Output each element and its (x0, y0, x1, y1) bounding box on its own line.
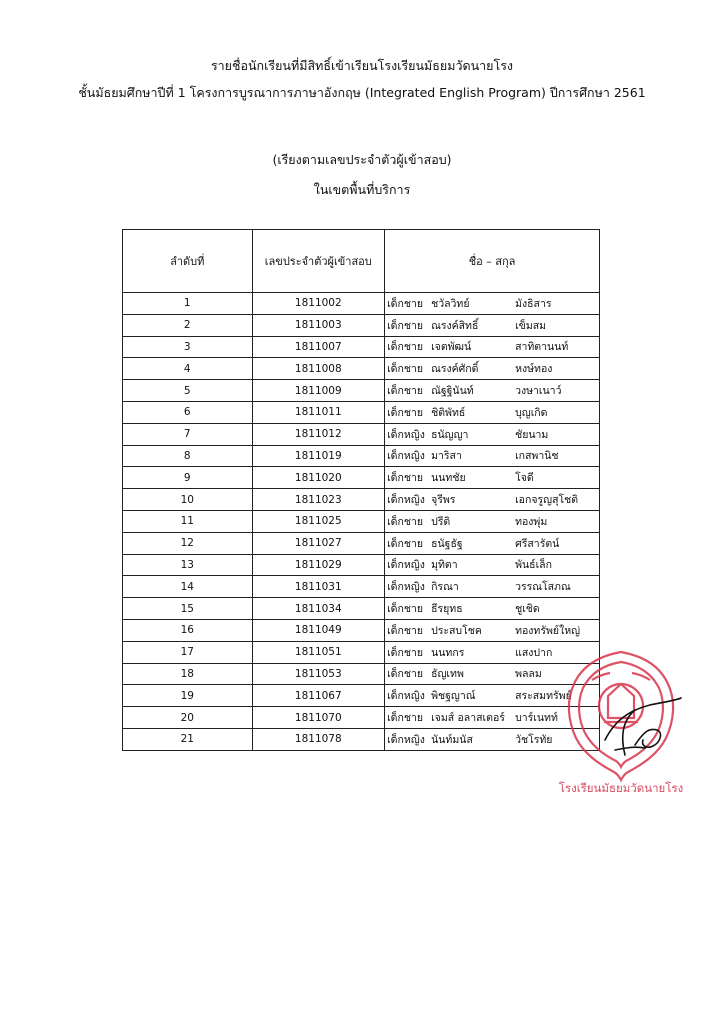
row-exam-id: 1811011 (252, 401, 385, 423)
first-name: เจมส์ อลาสเตอร์ (431, 712, 505, 725)
row-full-name (385, 619, 600, 641)
first-name: ธนัญญา (431, 428, 469, 441)
row-full-name (385, 293, 600, 315)
seal-text: โรงเรียนมัธยมวัดนายโรง (558, 781, 684, 795)
name-prefix: เด็กชาย (387, 472, 424, 485)
table-row (123, 467, 600, 489)
row-exam-id: 1811007 (252, 336, 385, 358)
row-order: 3 (123, 336, 253, 358)
name-prefix: เด็กหญิง (387, 559, 425, 572)
first-name: นนทกร (431, 646, 465, 659)
last-name: มังธิสาร (515, 297, 552, 310)
table-row (123, 619, 600, 641)
row-order: 20 (123, 707, 253, 729)
first-name: ณรงค์ศักดิ์ (431, 363, 479, 376)
last-name: ทองทรัพย์ใหญ่ (515, 624, 581, 637)
table-row (123, 401, 600, 423)
row-order: 1 (123, 293, 253, 315)
table-row (123, 728, 600, 750)
first-name: มุทิตา (431, 559, 458, 572)
table-body (123, 293, 600, 751)
signature (595, 680, 685, 770)
row-order: 12 (123, 532, 253, 554)
row-order: 18 (123, 663, 253, 685)
row-exam-id: 1811031 (252, 576, 385, 598)
table-row (123, 554, 600, 576)
name-prefix: เด็กหญิง (387, 450, 425, 463)
row-order: 8 (123, 445, 253, 467)
table-row (123, 489, 600, 511)
row-full-name (385, 489, 600, 511)
row-full-name (385, 314, 600, 336)
row-exam-id: 1811025 (252, 510, 385, 532)
table-row (123, 358, 600, 380)
first-name: พิชฐญาณ์ (431, 690, 476, 703)
name-prefix: เด็กหญิง (387, 428, 425, 441)
last-name: บาร์เนทท์ (515, 712, 558, 725)
row-exam-id: 1811034 (252, 598, 385, 620)
first-name: มาริสา (431, 450, 462, 463)
name-prefix: เด็กชาย (387, 363, 424, 376)
document-title: รายชื่อนักเรียนที่มีสิทธิ์เข้าเรียนโรงเรียนมัธยมวัดนายโรง (210, 58, 514, 73)
row-exam-id: 1811067 (252, 685, 385, 707)
first-name: ธนัฐธัฐ (431, 537, 463, 550)
row-exam-id: 1811002 (252, 293, 385, 315)
name-prefix: เด็กชาย (387, 603, 424, 616)
last-name: วงษาเนาว์ (515, 385, 562, 398)
first-name: จุรีพร (431, 494, 456, 507)
last-name: สระสมทรัพย์ (515, 690, 572, 703)
row-exam-id: 1811027 (252, 532, 385, 554)
table-row (123, 598, 600, 620)
name-prefix: เด็กชาย (387, 297, 424, 310)
student-list-table (122, 229, 600, 751)
last-name: สาทิตานนท์ (515, 341, 569, 354)
name-prefix: เด็กชาย (387, 385, 424, 398)
table-row (123, 336, 600, 358)
row-full-name (385, 510, 600, 532)
first-name: นันท์มนัส (431, 733, 473, 746)
last-name: แสงปาก (515, 646, 553, 659)
last-name: เกสพานิช (515, 450, 559, 463)
first-name: ธัญเทพ (431, 668, 464, 681)
name-prefix: เด็กชาย (387, 406, 424, 419)
row-exam-id: 1811008 (252, 358, 385, 380)
table-row (123, 510, 600, 532)
row-exam-id: 1811051 (252, 641, 385, 663)
row-exam-id: 1811003 (252, 314, 385, 336)
row-exam-id: 1811078 (252, 728, 385, 750)
row-exam-id: 1811009 (252, 380, 385, 402)
name-prefix: เด็กหญิง (387, 581, 425, 594)
first-name: ชิติพัทธ์ (431, 406, 466, 419)
first-name: นนทชัย (431, 472, 466, 485)
name-prefix: เด็กชาย (387, 319, 424, 332)
last-name: ชัยนาม (515, 428, 549, 441)
header-name: ชื่อ – สกุล (385, 230, 600, 293)
row-order: 15 (123, 598, 253, 620)
name-prefix: เด็กชาย (387, 624, 424, 637)
table-row (123, 576, 600, 598)
last-name: เอกจรูญสุโชติ (515, 494, 579, 507)
name-prefix: เด็กหญิง (387, 494, 425, 507)
header-exam-id: เลขประจำตัวผู้เข้าสอบ (252, 230, 385, 293)
row-exam-id: 1811019 (252, 445, 385, 467)
row-order: 14 (123, 576, 253, 598)
last-name: ศรีสารัตน์ (515, 537, 560, 550)
table-header-row (123, 230, 600, 293)
row-order: 9 (123, 467, 253, 489)
name-prefix: เด็กชาย (387, 341, 424, 354)
row-exam-id: 1811023 (252, 489, 385, 511)
name-prefix: เด็กชาย (387, 646, 424, 659)
table-row (123, 293, 600, 315)
first-name: ปรีติ (431, 515, 451, 528)
row-full-name (385, 598, 600, 620)
table-row (123, 423, 600, 445)
row-exam-id: 1811053 (252, 663, 385, 685)
table-row (123, 314, 600, 336)
row-exam-id: 1811049 (252, 619, 385, 641)
row-exam-id: 1811012 (252, 423, 385, 445)
name-prefix: เด็กชาย (387, 515, 424, 528)
service-area-label: ในเขตพื้นที่บริการ (313, 182, 411, 197)
row-full-name (385, 467, 600, 489)
first-name: เจตพัฒน์ (431, 341, 472, 354)
row-order: 7 (123, 423, 253, 445)
last-name: ชูเชิด (515, 603, 540, 616)
table-row (123, 663, 600, 685)
row-full-name (385, 380, 600, 402)
header-order: ลำดับที่ (123, 230, 253, 293)
last-name: หงษ์ทอง (515, 363, 553, 376)
first-name: ประสบโชค (431, 624, 482, 637)
row-full-name (385, 532, 600, 554)
document-subtitle: ชั้นมัธยมศึกษาปีที่ 1 โครงการบูรณาการภาษาอังกฤษ (Integrated English Program) ปีการศึกษา 2561 (78, 85, 646, 100)
name-prefix: เด็กชาย (387, 537, 424, 550)
row-exam-id: 1811020 (252, 467, 385, 489)
last-name: บุญเกิด (515, 406, 548, 419)
name-prefix: เด็กหญิง (387, 690, 425, 703)
row-order: 11 (123, 510, 253, 532)
first-name: ณรงค์สิทธิ์ (431, 319, 479, 332)
row-order: 6 (123, 401, 253, 423)
row-exam-id: 1811070 (252, 707, 385, 729)
row-full-name (385, 445, 600, 467)
table-row (123, 707, 600, 729)
row-order: 10 (123, 489, 253, 511)
row-order: 5 (123, 380, 253, 402)
row-order: 13 (123, 554, 253, 576)
first-name: กิรณา (431, 581, 459, 594)
row-full-name (385, 401, 600, 423)
row-order: 2 (123, 314, 253, 336)
last-name: พลลม (515, 668, 542, 681)
sort-note: (เรียงตามเลขประจำตัวผู้เข้าสอบ) (272, 152, 452, 167)
row-order: 21 (123, 728, 253, 750)
table-row (123, 380, 600, 402)
first-name: ชวัลวิทย์ (431, 297, 470, 310)
row-exam-id: 1811029 (252, 554, 385, 576)
row-full-name (385, 358, 600, 380)
name-prefix: เด็กหญิง (387, 733, 425, 746)
last-name: วรรณโสภณ (515, 581, 571, 594)
row-full-name (385, 336, 600, 358)
first-name: ณัฐฐินันท์ (431, 385, 474, 398)
name-prefix: เด็กชาย (387, 668, 424, 681)
last-name: ทองพุ่ม (515, 515, 548, 528)
last-name: โจดี (515, 472, 534, 485)
last-name: พันธ์เล็ก (515, 559, 552, 572)
row-order: 16 (123, 619, 253, 641)
row-order: 17 (123, 641, 253, 663)
row-order: 19 (123, 685, 253, 707)
row-full-name (385, 576, 600, 598)
first-name: ธีรยุทธ (431, 603, 463, 616)
row-order: 4 (123, 358, 253, 380)
table-row (123, 685, 600, 707)
table-row (123, 532, 600, 554)
table-row (123, 641, 600, 663)
row-full-name (385, 554, 600, 576)
last-name: เข็มสม (515, 319, 547, 332)
name-prefix: เด็กชาย (387, 712, 424, 725)
last-name: วัชโรทัย (515, 733, 553, 746)
row-full-name (385, 423, 600, 445)
table-row (123, 445, 600, 467)
